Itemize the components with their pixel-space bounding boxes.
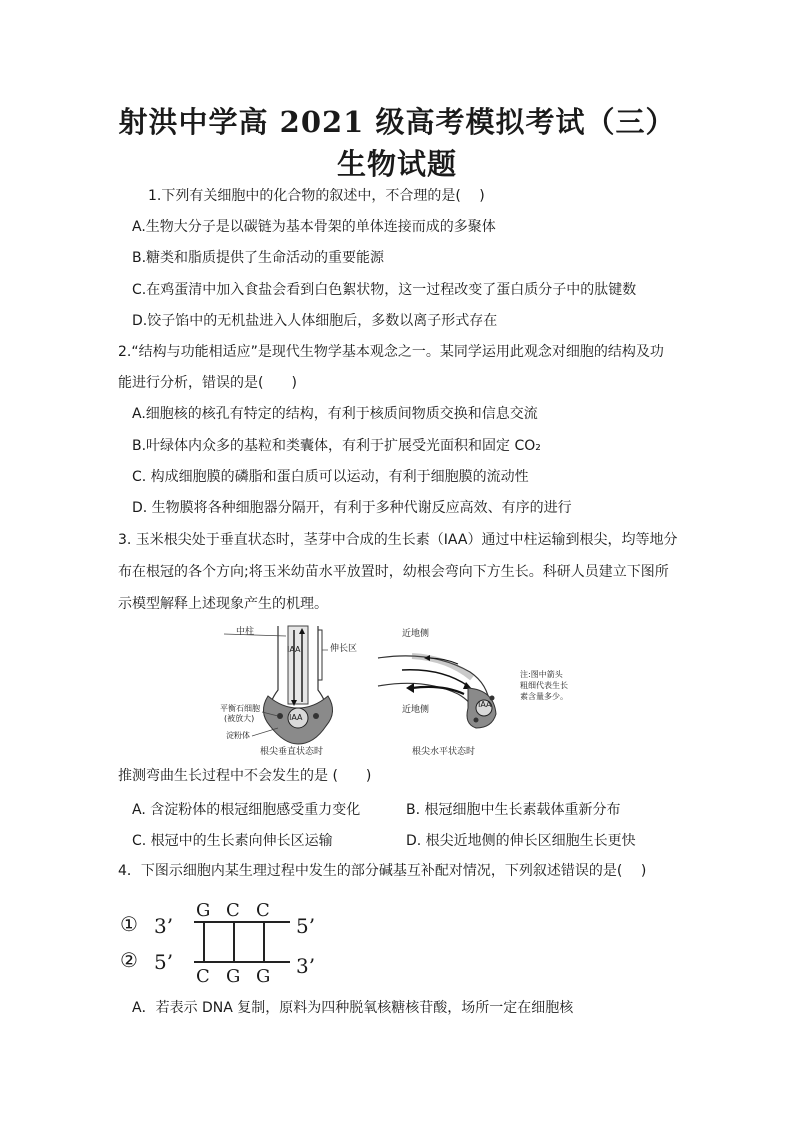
page-subtitle: 生物试题: [336, 147, 457, 181]
label-jindice-bottom: 近地侧: [402, 705, 430, 715]
label-iaa-cap: IAA: [289, 713, 303, 722]
label-pinghengshi: 平衡石细胞: [220, 704, 260, 713]
caption-root-horizontal: 根尖水平状态时: [412, 747, 476, 757]
root-horizontal-figure: [372, 628, 522, 746]
label-iaa-horizontal: IAA: [478, 700, 492, 709]
q3-option-b: B. 根冠细胞中生长素载体重新分布: [406, 802, 621, 818]
strand1-base: C: [256, 900, 270, 921]
strand2-label: ②: [120, 948, 138, 972]
strand1-right-end: 5’: [296, 914, 316, 938]
q4-option-a: A．若表示 DNA 复制，原料为四种脱氧核糖核苷酸，场所一定在细胞核: [132, 1000, 574, 1016]
q3-stem-line2: 布在根冠的各个方向;将玉米幼苗水平放置时，幼根会弯向下方生长。科研人员建立下图所: [118, 564, 669, 580]
q2-stem-line1: 2.“结构与功能相适应”是现代生物学基本观念之一。某同学运用此观念对细胞的结构及功: [118, 344, 664, 360]
note-line2: 粗细代表生长: [520, 681, 568, 690]
label-fangda: (被放大): [224, 714, 255, 723]
q2-stem-line2: 能进行分析，错误的是( ): [118, 375, 297, 391]
q1-option-b: B.糖类和脂质提供了生命活动的重要能源: [132, 250, 385, 266]
strand1-label: ①: [120, 912, 138, 936]
strand2-base: G: [226, 966, 241, 987]
note-line1: 注:图中箭头: [520, 670, 563, 679]
q3-stem-line1: 3. 玉米根尖处于垂直状态时，茎芽中合成的生长素（IAA）通过中柱运输到根尖，均等地分: [118, 532, 678, 548]
q2-option-c: C. 构成细胞膜的磷脂和蛋白质可以运动，有利于细胞膜的流动性: [132, 469, 529, 485]
strand2-base: G: [256, 966, 271, 987]
page-title: 射洪中学高 2021 级高考模拟考试（三）: [118, 105, 676, 139]
label-iaa-top: IAA: [287, 645, 301, 654]
q3-stem-line3: 示模型解释上述现象产生的机理。: [118, 596, 328, 612]
label-jindice-top: 近地侧: [402, 629, 430, 639]
caption-root-vertical: 根尖垂直状态时: [260, 747, 324, 757]
strand2-left-end: 5’: [154, 950, 174, 974]
q1-stem: 1.下列有关细胞中的化合物的叙述中，不合理的是( ): [148, 188, 485, 204]
strand1-left-end: 3’: [154, 914, 174, 938]
q2-option-d: D. 生物膜将各种细胞器分隔开，有利于多种代谢反应高效、有序的进行: [132, 500, 572, 516]
q1-option-a: A.生物大分子是以碳链为基本骨架的单体连接而成的多聚体: [132, 219, 496, 235]
q3-option-c: C. 根冠中的生长素向伸长区运输: [132, 833, 333, 849]
q3-question: 推测弯曲生长过程中不会发生的是 ( ): [118, 768, 372, 784]
q2-option-b: B.叶绿体内众多的基粒和类囊体，有利于扩展受光面积和固定 CO₂: [132, 438, 541, 454]
label-zhongzhu: 中柱: [236, 627, 255, 637]
strand2-right-end: 3’: [296, 954, 316, 978]
label-shenchangqu: 伸长区: [330, 644, 358, 654]
q3-option-d: D. 根尖近地侧的伸长区细胞生长更快: [406, 833, 636, 849]
q1-option-d: D.饺子馅中的无机盐进入人体细胞后，多数以离子形式存在: [132, 313, 498, 329]
q1-option-c: C.在鸡蛋清中加入食盐会看到白色絮状物，这一过程改变了蛋白质分子中的肽键数: [132, 282, 637, 298]
strand2-base: C: [196, 966, 210, 987]
strand1-base: C: [226, 900, 240, 921]
base-pairing-diagram: [118, 896, 448, 996]
label-dianfenti: 淀粉体: [226, 731, 250, 740]
q2-option-a: A.细胞核的核孔有特定的结构，有利于核质间物质交换和信息交流: [132, 406, 538, 422]
strand1-base: G: [196, 900, 211, 921]
note-line3: 素含量多少。: [520, 692, 568, 701]
q3-option-a: A. 含淀粉体的根冠细胞感受重力变化: [132, 802, 361, 818]
q4-stem: 4．下图示细胞内某生理过程中发生的部分碱基互补配对情况，下列叙述错误的是( ): [118, 863, 647, 879]
